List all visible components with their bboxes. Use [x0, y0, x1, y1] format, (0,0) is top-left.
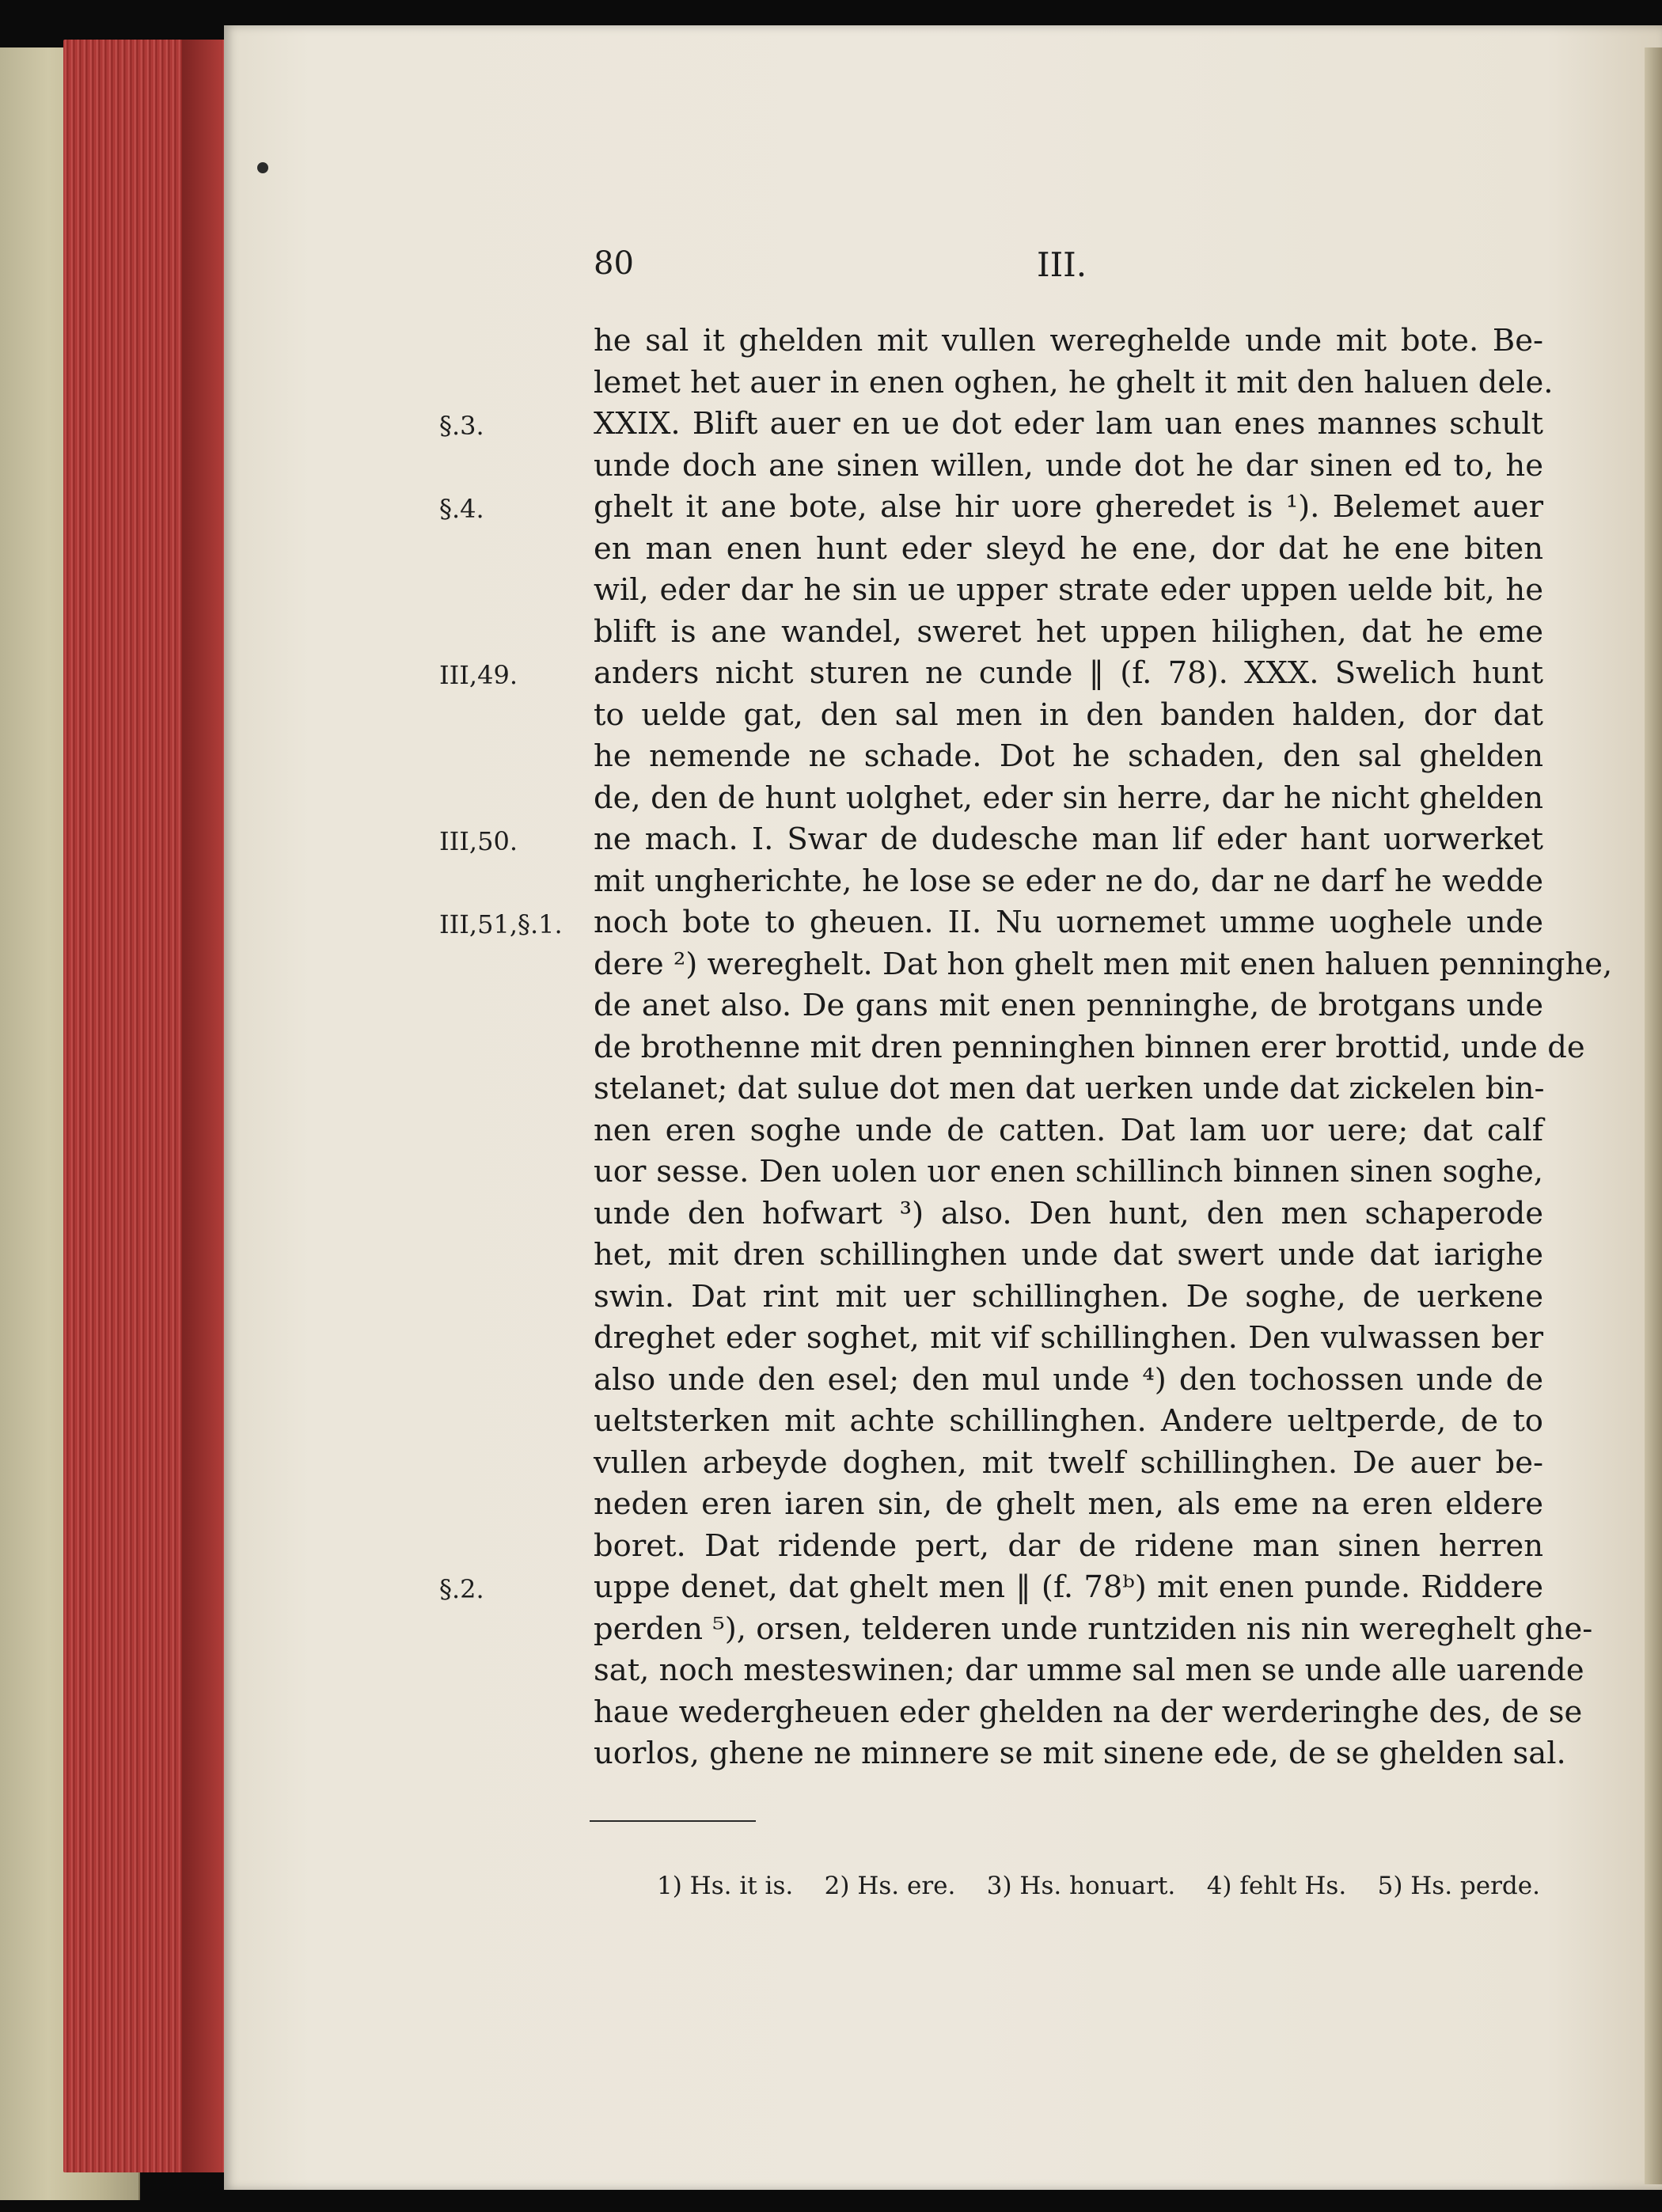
text-line: de, den de hunt uolghet, eder sin herre, dar he nicht ghelden [594, 780, 1543, 816]
page-number: 80 [594, 245, 634, 282]
text-line: perden ⁵), orsen, telderen unde runtziden nis nin wereghelt ghe- [594, 1611, 1593, 1647]
margin-label-iii-49: III,49. [439, 660, 518, 690]
text-line: stelanet; dat sulue dot men dat uerken unde dat zickelen bin- [594, 1071, 1545, 1106]
footnotes [657, 1872, 1540, 1900]
text-line: he sal it ghelden mit vullen wereghelde unde mit bote. Be- [594, 323, 1543, 359]
text-line: mit ungherichte, he lose se eder ne do, dar ne darf he wedde [594, 863, 1543, 899]
text-line: unde doch ane sinen willen, unde dot he dar sinen ed to, he [594, 447, 1543, 484]
margin-label-iii-50: III,50. [439, 826, 518, 856]
chapter-heading: III. [1037, 245, 1087, 284]
footnote-3: 3) Hs. honuart. [986, 1872, 1176, 1900]
text-line: ne mach. I. Swar de dudesche man lif eder hant uorwerket [594, 821, 1543, 857]
text-line: he nemende ne schade. Dot he schaden, den sal ghelden [594, 738, 1543, 774]
text-line: en man enen hunt eder sleyd he ene, dor dat he ene biten [594, 530, 1543, 567]
text-line: het, mit dren schillinghen unde dat swert unde dat iarighe [594, 1237, 1543, 1273]
text-line: ueltsterken mit achte schillinghen. Andere ueltperde, de to [594, 1403, 1543, 1439]
footnote-1: 1) Hs. it is. [657, 1872, 794, 1900]
footnote-4: 4) fehlt Hs. [1206, 1872, 1347, 1900]
text-line: to uelde gat, den sal men in den banden halden, dor dat [594, 696, 1543, 733]
margin-label-section-3: §.3. [439, 411, 484, 441]
text-line: XXIX. Blift auer en ue dot eder lam uan enes mannes schult [594, 406, 1543, 442]
text-line: uorlos, ghene ne minnere se mit sinene ede, de se ghelden sal. [594, 1736, 1566, 1771]
text-line: de anet also. De gans mit enen penninghe, de brotgans unde [594, 988, 1543, 1023]
text-line: ghelt it ane bote, alse hir uore gheredet is ¹). Belemet auer [594, 489, 1543, 525]
text-line: boret. Dat ridende pert, dar de ridene man sinen herren [594, 1527, 1543, 1564]
text-line: wil, eder dar he sin ue upper strate eder uppen uelde bit, he [594, 572, 1543, 608]
text-line: neden eren iaren sin, de ghelt men, als eme na eren eldere [594, 1486, 1543, 1522]
text-line: dere ²) wereghelt. Dat hon ghelt men mit enen haluen penninghe, [594, 946, 1613, 982]
text-line: sat, noch mesteswinen; dar umme sal men se unde alle uarende [594, 1652, 1584, 1688]
right-page-edge [1645, 47, 1662, 2184]
text-line: dreghet eder soghet, mit vif schillinghen. Den vulwassen ber [594, 1320, 1543, 1356]
text-line: uor sesse. Den uolen uor enen schillinch binnen sinen soghe, [594, 1154, 1543, 1189]
text-line: vullen arbeyde doghen, mit twelf schillinghen. De auer be- [594, 1444, 1543, 1481]
text-line: also unde den esel; den mul unde ⁴) den tochossen unde de [594, 1361, 1543, 1398]
text-line: de brothenne mit dren penninghen binnen erer brottid, unde de [594, 1029, 1585, 1065]
text-line: anders nicht sturen ne cunde ‖ (f. 78). XXX. Swelich hunt [594, 655, 1543, 691]
text-line: unde den hofwart ³) also. Den hunt, den men schaperode [594, 1195, 1543, 1231]
page-mark-dot [257, 162, 268, 173]
text-line: uppe denet, dat ghelt men ‖ (f. 78ᵇ) mit enen punde. Riddere [594, 1569, 1543, 1605]
text-line: lemet het auer in enen oghen, he ghelt it mit den haluen dele. [594, 364, 1554, 400]
margin-label-section-4: §.4. [439, 494, 484, 524]
footnote-5: 5) Hs. perde. [1377, 1872, 1540, 1900]
margin-label-section-2: §.2. [439, 1574, 484, 1604]
page-stack-shadow [182, 40, 222, 2172]
text-line: nen eren soghe unde de catten. Dat lam uor uere; dat calf [594, 1112, 1543, 1148]
text-line: noch bote to gheuen. II. Nu uornemet umme uoghele unde [594, 905, 1543, 940]
footnote-2: 2) Hs. ere. [824, 1872, 956, 1900]
text-line: blift is ane wandel, sweret het uppen hilighen, dat he eme [594, 613, 1543, 650]
text-line: swin. Dat rint mit uer schillinghen. De soghe, de uerkene [594, 1278, 1543, 1315]
footnote-divider [590, 1820, 756, 1822]
text-line: haue wederghеuen eder ghelden na der werderinghe des, de se [594, 1694, 1583, 1730]
page-header [594, 245, 1543, 293]
body-text [594, 321, 1613, 1775]
margin-label-iii-51: III,51,§.1. [439, 909, 563, 939]
